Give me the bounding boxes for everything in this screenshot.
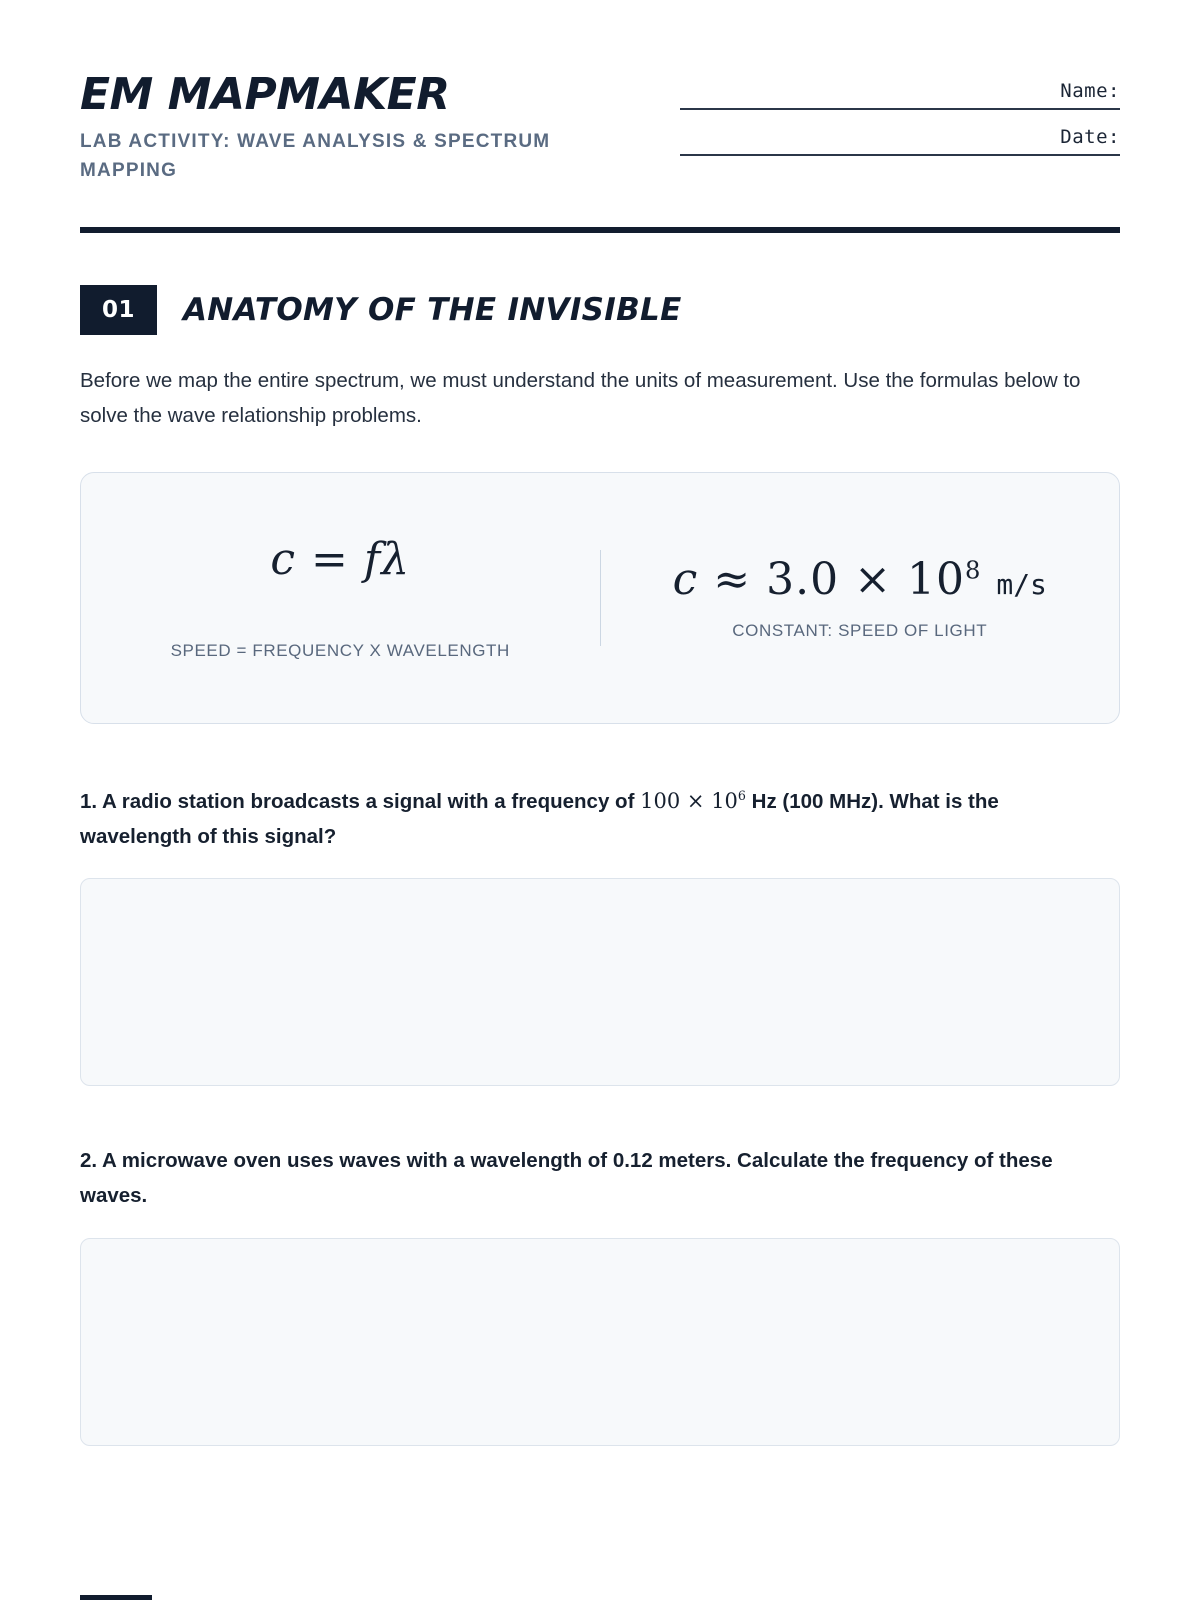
constant-exponent: 8	[964, 556, 982, 585]
question-2-answer-box[interactable]	[80, 1238, 1120, 1446]
formula-speed-caption: SPEED = FREQUENCY X WAVELENGTH	[170, 641, 510, 661]
formula-constant-equation	[611, 554, 1110, 605]
student-meta-block	[680, 72, 1120, 172]
formula-speed-equation	[91, 534, 590, 585]
constant-times-symbol: ×	[854, 554, 892, 606]
constant-c-symbol: c	[672, 554, 699, 606]
header-divider	[80, 227, 1120, 233]
page-subtitle: LAB ACTIVITY: WAVE ANALYSIS & SPECTRUM MAPPING	[80, 131, 551, 181]
formula-lambda-symbol: λ	[381, 534, 411, 586]
constant-approx-symbol: ≈	[713, 554, 752, 606]
formula-constant-cell	[601, 554, 1120, 641]
question-1-text-after: Hz (100 MHz). What is the wavelength of this signal?	[80, 789, 999, 848]
name-field-row	[680, 80, 1120, 110]
formula-reference-panel	[80, 472, 1120, 724]
section-heading	[80, 285, 1120, 335]
section-number-badge: 01	[80, 285, 157, 335]
question-1-text	[80, 784, 1110, 855]
question-1-math-value: 100	[640, 788, 681, 813]
question-2-number: 2.	[80, 1149, 98, 1173]
section-title: ANATOMY OF THE INVISIBLE	[183, 292, 682, 329]
question-1-answer-box[interactable]	[80, 878, 1120, 1086]
question-2-text	[80, 1144, 1110, 1214]
section-intro-text: Before we map the entire spectrum, we must understand the units of measurement. Use the formulas below to solve the wave relationship problems.	[80, 369, 1081, 428]
date-field-row	[680, 126, 1120, 156]
formula-c-symbol: c	[270, 534, 297, 586]
formula-speed-cell	[81, 534, 600, 661]
constant-base: 10	[906, 554, 965, 606]
constant-unit: m/s	[996, 568, 1047, 602]
formula-constant-caption: CONSTANT: SPEED OF LIGHT	[732, 621, 988, 641]
question-1-math-times: ×	[686, 788, 705, 813]
page-header	[80, 69, 1120, 185]
formula-f-symbol: f	[363, 534, 382, 586]
next-section-marker	[80, 1595, 152, 1600]
question-1-math-base: 10	[711, 788, 738, 813]
question-2-text-before: A microwave oven uses waves with a wavelength of 0.12 meters. Calculate the frequency of these waves.	[80, 1149, 1053, 1208]
question-1-number: 1.	[80, 789, 98, 813]
date-write-line[interactable]	[680, 154, 1120, 156]
question-1-math-exponent: 6	[737, 787, 746, 803]
date-label: Date:	[1060, 126, 1120, 148]
question-1-text-before: A radio station broadcasts a signal with a frequency of	[102, 789, 635, 813]
constant-value: 3.0	[766, 554, 840, 606]
brand-block	[80, 69, 650, 185]
question-1-math	[640, 789, 746, 813]
name-label: Name:	[1060, 80, 1120, 102]
name-write-line[interactable]	[680, 108, 1120, 110]
formula-equals-symbol: =	[311, 534, 349, 586]
page-title: EM MAPMAKER	[80, 69, 450, 120]
